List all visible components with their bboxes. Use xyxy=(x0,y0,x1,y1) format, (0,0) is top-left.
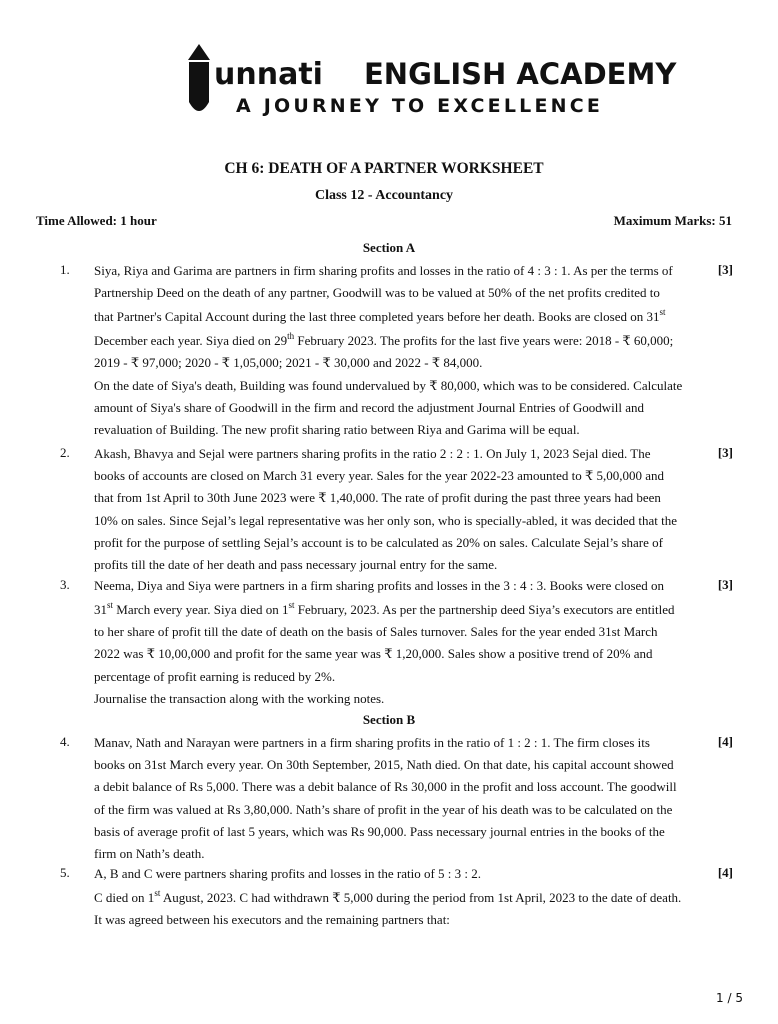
text-line: 10% on sales. Since Sejal’s legal representative was her only son, who is specially-abled, it was decided that the xyxy=(94,512,678,528)
text-line: 2022 was ₹ 10,00,000 and profit for the same year was ₹ 1,20,000. Sales show a positive trend of 20% and xyxy=(94,646,653,662)
question-number: 2. xyxy=(60,445,70,460)
text-line: books of accounts are closed on March 31 every year. Sales for the year 2022-23 amounted to ₹ 5,00,000 and xyxy=(94,468,664,484)
text-line: Siya, Riya and Garima are partners in firm sharing profits and losses in the ratio of 4 : 3 : 1. As per the terms of xyxy=(94,263,673,278)
text-line: Journalise the transaction along with the working notes. xyxy=(94,690,385,706)
text-line: Akash, Bhavya and Sejal were partners sharing profits in the ratio 2 : 2 : 1. On July 1, 2023 Sejal died. The xyxy=(94,446,651,461)
question-text xyxy=(94,734,710,867)
text-line: Manav, Nath and Narayan were partners in a firm sharing profits in the ratio of 1 : 2 : 1. The firm closes its xyxy=(94,735,650,750)
question-number: 3. xyxy=(60,577,70,592)
text-line: 31st March every year. Siya died on 1st February, 2023. As per the partnership deed Siya’s executors are entitled xyxy=(94,600,675,617)
time-allowed: Time Allowed: 1 hour xyxy=(36,213,157,228)
question-marks: [4] xyxy=(717,865,733,880)
text-line: percentage of profit earning is reduced by 2%. xyxy=(94,668,336,684)
academy-logo xyxy=(180,40,677,122)
question-number: 1. xyxy=(60,262,70,277)
text-line: that from 1st April to 30th June 2023 were ₹ 1,40,000. The rate of profit during the past three years had been xyxy=(94,490,661,506)
question-text xyxy=(94,445,710,578)
logo-tagline: A JOURNEY TO EXCELLENCE xyxy=(236,95,604,117)
page-number: 1 / 5 xyxy=(716,991,743,1005)
text-line: profit for the purpose of settling Sejal’s account is to be calculated as 20% on sales. Calculate Sejal’s share of xyxy=(94,534,663,550)
logo-name: ENGLISH ACADEMY xyxy=(364,57,677,91)
text-line: A, B and C were partners sharing profits and losses in the ratio of 5 : 3 : 2. xyxy=(94,866,482,881)
question-marks: [4] xyxy=(717,734,733,749)
text-line: revaluation of Building. The new profit sharing ratio between Riya and Garima will be equal. xyxy=(94,421,580,437)
text-line: On the date of Siya's death, Building was found undervalued by ₹ 80,000, which was to be considered. Calculate xyxy=(94,377,683,393)
question-marks: [3] xyxy=(717,577,733,592)
question-text xyxy=(94,865,710,933)
text-line: that Partner's Capital Account during the last three completed years before her death. Books are closed on 31st xyxy=(94,307,666,325)
text-line: a debit balance of Rs 5,000. There was a debit balance of Rs 30,000 in the profit and loss account. The goodwill xyxy=(94,779,677,795)
question-marks: [3] xyxy=(717,262,733,277)
text-line: to her share of profit till the date of death on the basis of Sales turnover. Sales for the year ended 31st March xyxy=(94,624,658,640)
question-number: 5. xyxy=(60,865,70,880)
question-text xyxy=(94,262,710,443)
text-line: Neema, Diya and Siya were partners in a firm sharing profits and losses in the 3 : 4 : 3. Books were closed on xyxy=(94,578,665,593)
text-line: books on 31st March every year. On 30th September, 2015, Nath died. On that date, his capital account showed xyxy=(94,757,674,773)
text-line: December each year. Siya died on 29th February 2023. The profits for the last five years were: 2018 - ₹ 60,000; xyxy=(94,331,674,349)
text-line: C died on 1st August, 2023. C had withdrawn ₹ 5,000 during the period from 1st April, 2023 to the date of death. xyxy=(94,888,682,905)
section-a-heading: Section A xyxy=(362,240,416,255)
question-number: 4. xyxy=(60,734,70,749)
question-marks: [3] xyxy=(717,445,733,460)
text-line: It was agreed between his executors and the remaining partners that: xyxy=(94,912,450,928)
maximum-marks: Maximum Marks: 51 xyxy=(613,213,732,228)
text-line: firm on Nath’s death. xyxy=(94,845,205,861)
worksheet-subtitle: Class 12 - Accountancy xyxy=(314,188,454,203)
pencil-icon xyxy=(188,44,210,111)
text-line: amount of Siya's share of Goodwill in the firm and record the adjustment Journal Entries of Goodwill and xyxy=(94,399,645,415)
worksheet-title: CH 6: DEATH OF A PARTNER WORKSHEET xyxy=(224,160,544,177)
text-line: basis of average profit of last 5 years, which was Rs 90,000. Pass necessary journal entries in the books of the xyxy=(94,823,665,839)
logo-word: unnati xyxy=(214,57,323,92)
question-text xyxy=(94,577,710,712)
text-line: profits till the date of her death and pass necessary journal entry for the same. xyxy=(94,556,498,572)
section-b-heading: Section B xyxy=(362,712,416,727)
text-line: Partnership Deed on the death of any partner, Goodwill was to be valued at 50% of the net profits credited to xyxy=(94,285,660,301)
text-line: of the firm was valued at Rs 3,80,000. Nath’s share of profit in the year of his death was to be calculated on the xyxy=(94,801,673,817)
text-line: 2019 - ₹ 97,000; 2020 - ₹ 1,05,000; 2021 - ₹ 30,000 and 2022 - ₹ 84,000. xyxy=(94,355,483,371)
